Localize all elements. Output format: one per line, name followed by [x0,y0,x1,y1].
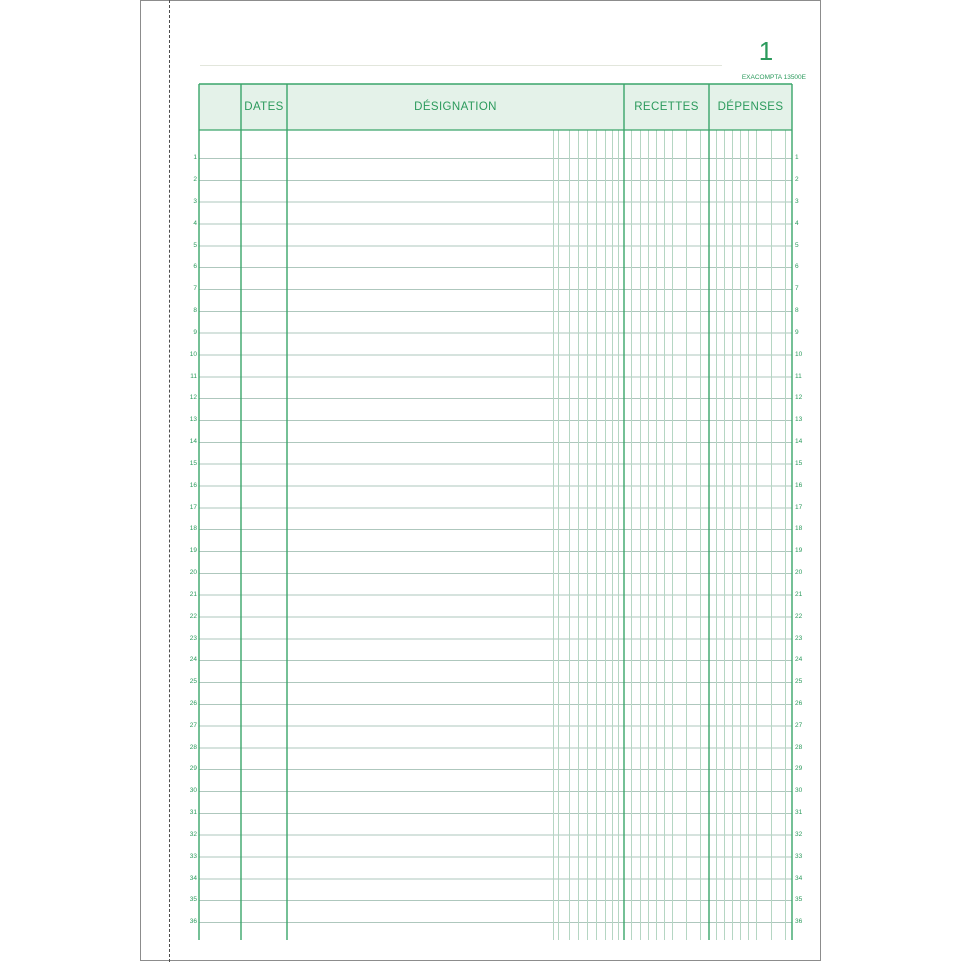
row-number-right: 29 [795,765,803,772]
row-number-left: 10 [189,350,197,358]
row-number-right: 26 [795,700,803,707]
column-header-receipts: RECETTES [634,101,699,113]
row-number-left: 32 [189,830,197,838]
row-number-left: 19 [189,547,197,554]
row-number-right: 33 [795,852,803,860]
row-number-right: 34 [795,874,803,882]
row-number-right: 3 [795,197,799,205]
row-number-right: 36 [795,918,803,925]
row-number-left: 35 [189,896,197,903]
row-number-right: 17 [795,503,803,511]
row-number-left: 7 [193,285,197,292]
row-number-left: 17 [189,503,197,511]
row-number-right: 32 [795,830,803,838]
row-number-right: 31 [795,809,803,816]
row-number-right: 10 [795,350,803,358]
row-number-right: 21 [795,590,803,598]
row-number-left: 28 [189,743,197,751]
column-header-dates: DATES [244,101,284,113]
row-number-right: 1 [795,154,799,161]
row-number-right: 5 [795,241,799,249]
row-number-left: 24 [189,656,197,663]
row-number-right: 24 [795,656,803,663]
row-number-left: 36 [189,918,197,925]
row-number-left: 20 [189,569,197,576]
row-number-left: 21 [189,590,197,598]
row-number-left: 11 [190,372,197,380]
row-number-left: 13 [189,416,197,423]
row-number-left: 16 [189,481,197,489]
row-number-right: 16 [795,481,803,489]
row-number-right: 30 [795,787,803,794]
row-number-left: 27 [189,721,197,729]
row-number-right: 6 [795,263,799,270]
row-number-right: 35 [795,896,803,903]
row-number-left: 23 [189,634,197,642]
row-number-right: 11 [795,372,802,380]
row-number-right: 12 [795,394,803,401]
row-number-left: 4 [193,219,197,227]
row-number-right: 15 [795,459,803,467]
row-number-left: 15 [189,459,197,467]
row-number-left: 1 [193,154,197,161]
row-number-right: 23 [795,634,803,642]
page-number: 1 [758,36,774,66]
row-number-right: 18 [795,525,803,532]
row-number-left: 29 [189,765,197,772]
publisher-code: EXACOMPTA 13500E [741,74,806,81]
column-header-designation: DÉSIGNATION [414,101,497,113]
row-number-left: 33 [189,852,197,860]
row-number-right: 27 [795,721,803,729]
row-number-left: 14 [189,438,197,445]
row-number-left: 34 [189,874,197,882]
row-number-left: 12 [189,394,197,401]
row-number-left: 25 [189,678,197,685]
row-number-right: 8 [795,307,799,314]
row-number-right: 2 [795,176,799,183]
row-number-left: 18 [189,525,197,532]
row-number-left: 31 [189,809,197,816]
row-number-right: 4 [795,219,799,227]
row-number-left: 22 [189,612,197,620]
column-header-expenses: DÉPENSES [717,101,784,113]
row-number-right: 7 [795,285,799,292]
row-number-right: 13 [795,416,803,423]
row-number-right: 28 [795,743,803,751]
row-number-right: 20 [795,569,803,576]
row-number-left: 9 [193,328,197,336]
row-number-left: 6 [193,263,197,270]
row-number-left: 26 [189,700,197,707]
row-number-left: 3 [193,197,197,205]
row-number-right: 9 [795,328,799,336]
row-number-left: 5 [193,241,197,249]
row-number-right: 22 [795,612,803,620]
row-number-left: 30 [189,787,197,794]
row-number-right: 14 [795,438,803,445]
row-number-right: 19 [795,547,803,554]
row-number-left: 8 [193,307,197,314]
row-number-left: 2 [193,176,197,183]
row-number-right: 25 [795,678,803,685]
